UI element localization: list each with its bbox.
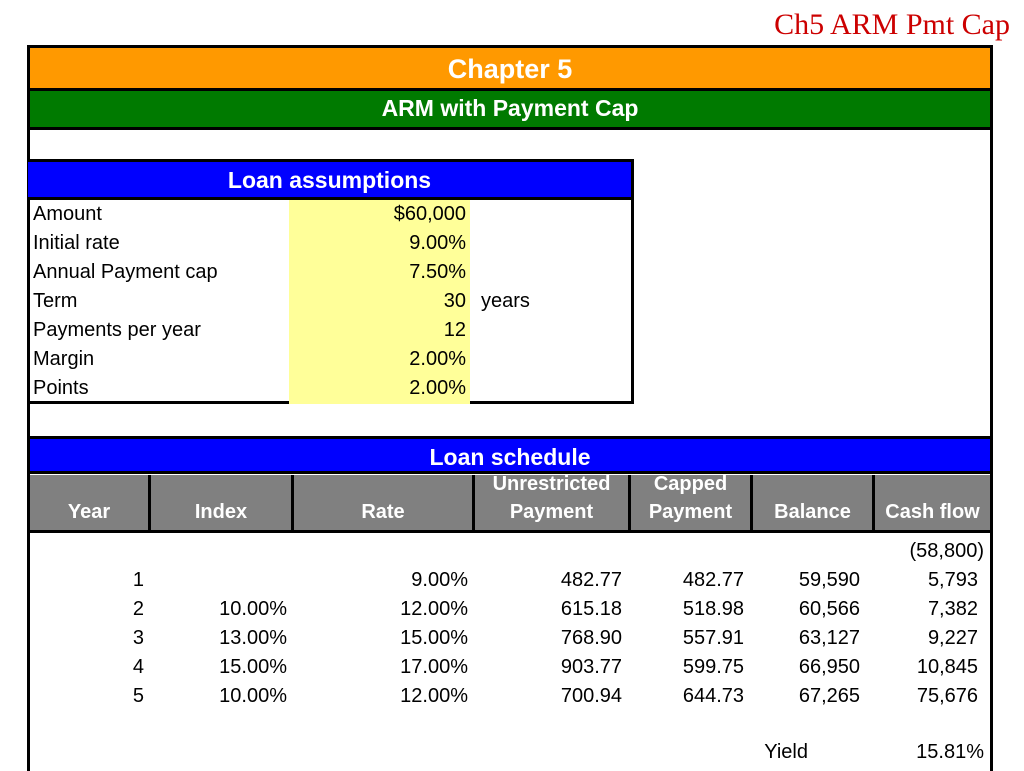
assumption-value[interactable]: 2.00%	[409, 377, 466, 399]
cash-flow-cell: 10,845	[916, 656, 978, 678]
col-year-header: Year	[30, 475, 148, 533]
assumption-row	[28, 316, 628, 345]
rate-cell: 12.00%	[400, 598, 468, 620]
year-cell: 5	[132, 685, 144, 707]
subtitle-banner: ARM with Payment Cap	[30, 91, 990, 130]
capped-payment-cell: 644.73	[682, 685, 744, 707]
col-rate-header: Rate	[291, 475, 472, 533]
rate-cell: 15.00%	[400, 627, 468, 649]
col-unrestricted-payment-header: Unrestricted Payment	[472, 475, 628, 533]
col-capped-payment-header: Capped Payment	[628, 475, 750, 533]
col-cash-flow-header: Cash flow	[872, 475, 990, 533]
capped-payment-cell: 518.98	[682, 598, 744, 620]
chapter-banner: Chapter 5	[30, 48, 990, 91]
assumption-value[interactable]: 2.00%	[409, 348, 466, 370]
assumption-row	[28, 374, 628, 403]
index-cell: 10.00%	[219, 598, 287, 620]
index-cell: 13.00%	[219, 627, 287, 649]
unrestricted-payment-cell: 903.77	[560, 656, 622, 678]
rate-cell: 12.00%	[400, 685, 468, 707]
assumption-unit: years	[481, 290, 530, 312]
assumption-label: Term	[33, 290, 78, 312]
assumption-value[interactable]: 9.00%	[409, 232, 466, 254]
assumption-row	[28, 258, 628, 287]
yield-value: 15.81%	[916, 741, 984, 763]
balance-cell: 60,566	[798, 598, 860, 620]
spreadsheet	[27, 45, 993, 771]
loan-assumptions-box	[28, 159, 634, 404]
assumption-row	[28, 345, 628, 374]
assumption-value[interactable]: $60,000	[393, 203, 466, 225]
assumption-row	[28, 200, 628, 229]
cash-flow-cell: 5,793	[927, 569, 978, 591]
assumption-label: Points	[33, 377, 89, 399]
cash-flow-cell: 75,676	[916, 685, 978, 707]
loan-assumptions-heading: Loan assumptions	[28, 162, 631, 200]
assumption-row	[28, 229, 628, 258]
assumption-label: Annual Payment cap	[33, 261, 218, 283]
assumption-value[interactable]: 30	[443, 290, 466, 312]
yield-label: Yield	[764, 741, 808, 763]
cash-flow-cell: 7,382	[927, 598, 978, 620]
assumption-label: Initial rate	[33, 232, 120, 254]
assumption-label: Amount	[33, 203, 102, 225]
assumption-row	[28, 287, 628, 316]
balance-cell: 67,265	[798, 685, 860, 707]
year-cell: 2	[132, 598, 144, 620]
capped-payment-cell: 557.91	[682, 627, 744, 649]
rate-cell: 17.00%	[400, 656, 468, 678]
col-index-header: Index	[148, 475, 291, 533]
assumption-label: Margin	[33, 348, 95, 370]
year-cell: 3	[132, 627, 144, 649]
index-cell: 15.00%	[219, 656, 287, 678]
balance-cell: 63,127	[798, 627, 860, 649]
assumption-value[interactable]: 12	[443, 319, 466, 341]
slide-title: Ch5 ARM Pmt Cap	[774, 8, 1010, 41]
year-cell: 1	[132, 569, 144, 591]
year-cell: 4	[132, 656, 144, 678]
capped-payment-cell: 482.77	[682, 569, 744, 591]
loan-schedule-heading: Loan schedule	[30, 436, 990, 474]
assumption-label: Payments per year	[33, 319, 201, 341]
balance-cell: 59,590	[798, 569, 860, 591]
unrestricted-payment-cell: 768.90	[560, 627, 622, 649]
assumption-value[interactable]: 7.50%	[409, 261, 466, 283]
index-cell: 10.00%	[219, 685, 287, 707]
cash-flow-cell: 9,227	[927, 627, 978, 649]
initial-cash-flow: (58,800)	[909, 540, 984, 562]
unrestricted-payment-cell: 482.77	[560, 569, 622, 591]
unrestricted-payment-cell: 700.94	[560, 685, 622, 707]
rate-cell: 9.00%	[411, 569, 468, 591]
balance-cell: 66,950	[798, 656, 860, 678]
unrestricted-payment-cell: 615.18	[560, 598, 622, 620]
col-balance-header: Balance	[750, 475, 872, 533]
capped-payment-cell: 599.75	[682, 656, 744, 678]
